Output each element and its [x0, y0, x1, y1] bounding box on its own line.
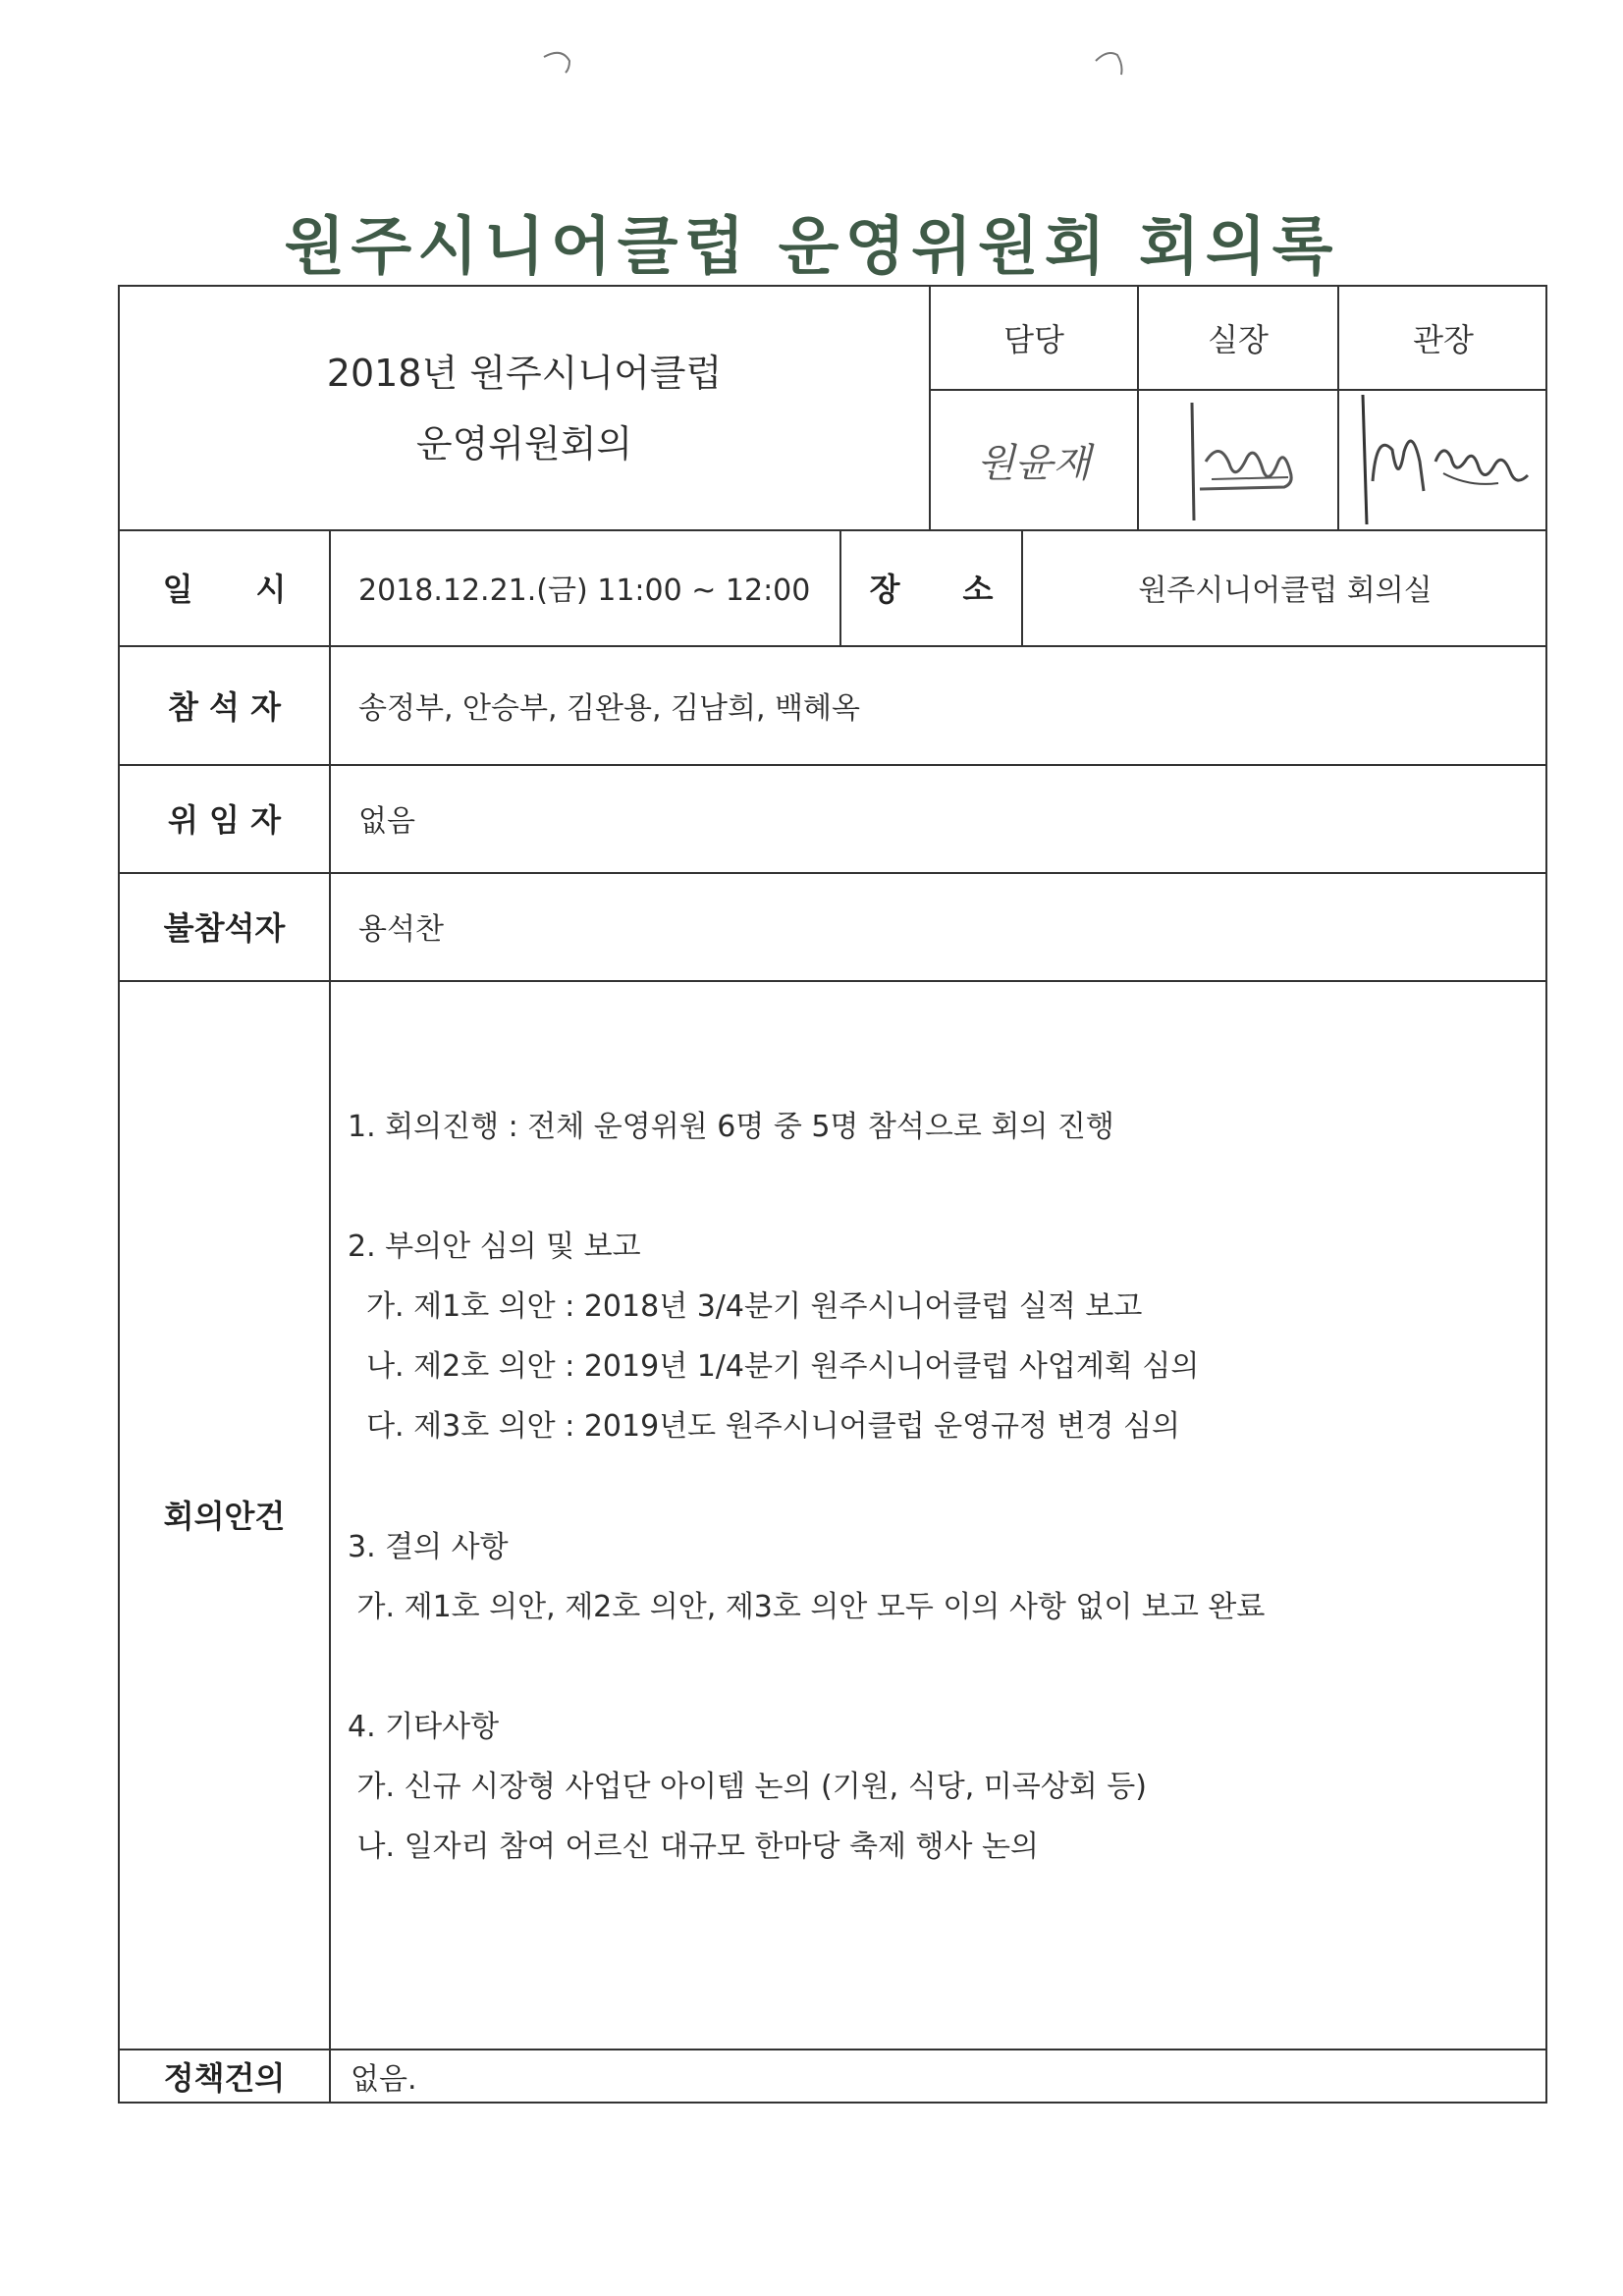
approval-header-staff: 담당 [1003, 321, 1064, 358]
agenda-item: 2. 부의안 심의 및 보고 [348, 1230, 641, 1264]
policy-label: 정책건의 [163, 2059, 286, 2097]
agenda-item: 가. 제1호 의안, 제2호 의안, 제3호 의안 모두 이의 사항 없이 보고 완료 [348, 1590, 1266, 1624]
agenda-item: 4. 기타사항 [348, 1710, 500, 1744]
meeting-name-line1: 2018년 원주시니어클럽 [326, 351, 723, 395]
agenda-item: 1. 회의진행 : 전체 운영위원 6명 중 5명 참석으로 회의 진행 [348, 1110, 1114, 1144]
date-label: 일 시 [162, 571, 287, 608]
absentees-label: 불참석자 [163, 909, 286, 947]
proxy-label: 위 임 자 [167, 801, 282, 839]
approval-header-director: 관장 [1413, 321, 1474, 358]
place-label: 장 소 [869, 571, 994, 608]
agenda-item: 3. 결의 사항 [348, 1530, 509, 1564]
approval-header-manager: 실장 [1208, 321, 1269, 358]
agenda-label: 회의안건 [163, 1498, 286, 1535]
agenda-item: 가. 제1호 의안 : 2018년 3/4분기 원주시니어클럽 실적 보고 [348, 1289, 1143, 1324]
place-value: 원주시니어클럽 회의실 [1138, 574, 1433, 608]
policy-value: 없음. [351, 2062, 417, 2097]
attendees-label: 참 석 자 [167, 687, 282, 726]
agenda-item: 나. 제2호 의안 : 2019년 1/4분기 원주시니어클럽 사업계획 심의 [348, 1349, 1200, 1384]
manager-signature [1141, 393, 1335, 527]
agenda-item: 나. 일자리 참여 어르신 대규모 한마당 축제 행사 논의 [348, 1830, 1039, 1864]
attendees-value: 송정부, 안승부, 김완용, 김남희, 백혜옥 [358, 690, 860, 726]
absentees-value: 용석찬 [358, 912, 444, 947]
proxy-value: 없음 [358, 804, 415, 839]
staff-signature: 원윤재 [977, 441, 1091, 486]
document-title: 원주시니어클럽 운영위원회 회의록 [284, 211, 1339, 284]
minutes-form [118, 285, 1547, 2104]
date-value: 2018.12.21.(금) 11:00 ~ 12:00 [358, 574, 811, 608]
director-signature [1341, 393, 1547, 527]
meeting-name-line2: 운영위원회의 [415, 421, 633, 465]
punch-mark-left [540, 47, 579, 77]
agenda-item: 가. 신규 시장형 사업단 아이템 논의 (기원, 식당, 미곡상회 등) [348, 1770, 1147, 1804]
agenda-item: 다. 제3호 의안 : 2019년도 원주시니어클럽 운영규정 변경 심의 [348, 1409, 1180, 1444]
meeting-name [120, 287, 929, 529]
punch-mark-right [1090, 47, 1129, 77]
